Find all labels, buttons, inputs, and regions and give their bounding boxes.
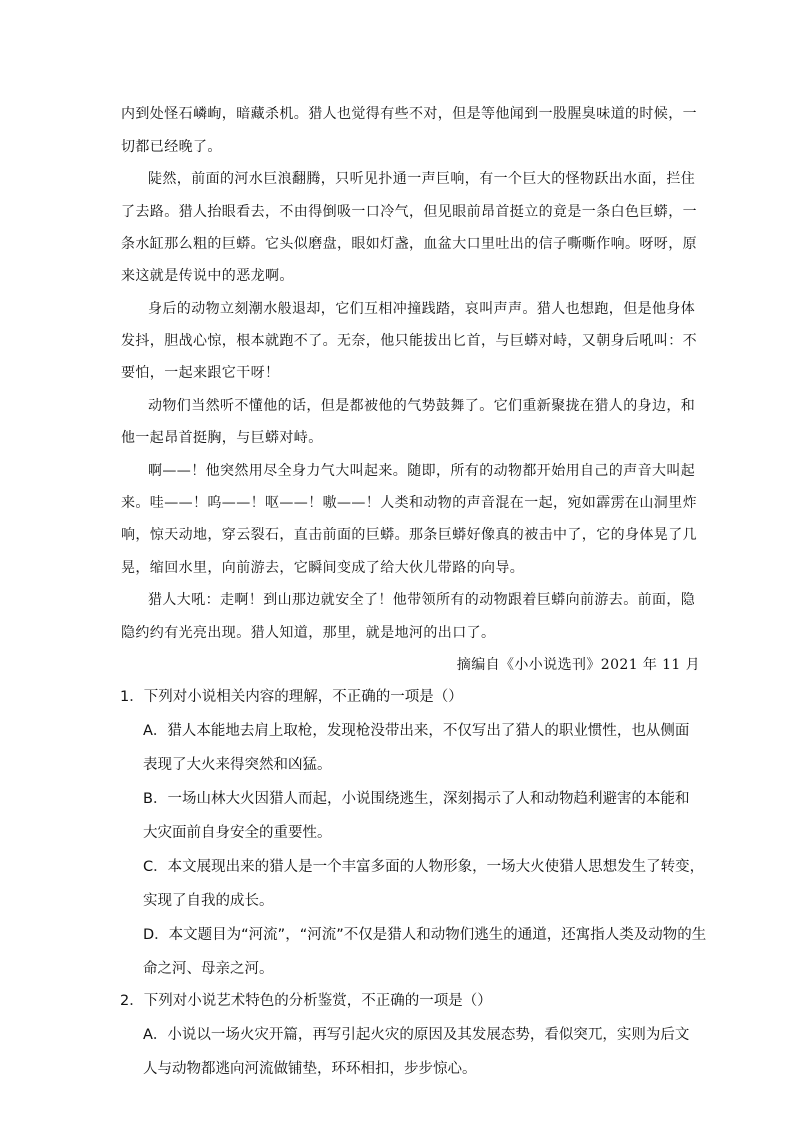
story-line: 来这就是传说中的恶龙啊。	[121, 268, 294, 284]
story-line: 动物们当然听不懂他的话，但是都被他的气势鼓舞了。它们重新聚拢在猎人的身边，和	[148, 398, 696, 414]
story-line: 切都已经晚了。	[121, 139, 222, 155]
story-line: 发抖，胆战心惊，根本就跑不了。无奈，他只能拔出匕首，与巨蟒对峙，又朝身后吼叫：不	[121, 333, 697, 349]
story-line: 条水缸那么粗的巨蟒。它头似磨盘，眼如灯盏，血盆大口里吐出的信子嘶嘶作响。呀呀，原	[121, 236, 697, 252]
story-line: 他一起昂首挺胸，与巨蟒对峙。	[121, 430, 323, 446]
option-c-line: C．本文展现出来的猎人是一个丰富多面的人物形象，一场大火使猎人思想发生了转变，	[143, 859, 705, 875]
option-b-line: 大灾面前自身安全的重要性。	[143, 825, 332, 841]
story-line: 来。哇——！呜——！呕——！嗷——！人类和动物的声音混在一起，宛如霹雳在山洞里炸	[121, 495, 697, 511]
story-line: 身后的动物立刻潮水般退却，它们互相冲撞践踏，哀叫声声。猎人也想跑，但是他身体	[148, 301, 696, 317]
story-line: 响，惊天动地，穿云裂石，直击前面的巨蟒。那条巨蟒好像真的被击中了，它的身体晃了几	[121, 527, 697, 543]
story-line: 隐约约有光亮出现。猎人知道，那里，就是地河的出口了。	[121, 625, 496, 641]
option-d-line: D．本文题目为“河流”，“河流”不仅是猎人和动物们逃生的通道，还寓指人类及动物的生	[143, 927, 707, 943]
question-stem: 1．下列对小说相关内容的理解，不正确的一项是（）	[120, 689, 463, 705]
story-line: 要怕，一起来跟它干呀！	[121, 365, 280, 381]
source-citation: 摘编自《小小说选刊》2021 年 11 月	[456, 657, 700, 673]
option-a-line: A．猎人本能地去肩上取枪，发现枪没带出来，不仅写出了猎人的职业惯性，也从侧面	[143, 723, 690, 739]
story-line: 内到处怪石嶙峋，暗藏杀机。猎人也觉得有些不对，但是等他闻到一股腥臭味道的时候，一	[121, 106, 697, 122]
story-line: 啊——！他突然用尽全身力气大叫起来。随即，所有的动物都开始用自己的声音大叫起	[148, 463, 696, 479]
option-d-line: 命之河、母亲之河。	[143, 961, 274, 977]
option-a-line: A．小说以一场火灾开篇，再写引起火灾的原因及其发展态势，看似突兀，实则为后文	[143, 1027, 690, 1043]
option-a-line: 表现了大火来得突然和凶猛。	[143, 757, 332, 773]
story-line: 晃，缩回水里，向前游去，它瞬间变成了给大伙儿带路的向导。	[121, 560, 525, 576]
story-line: 了去路。猎人抬眼看去，不由得倒吸一口冷气，但见眼前昂首挺立的竟是一条白色巨蟒，一	[121, 204, 697, 220]
option-a-line: 人与动物都逃向河流做铺垫，环环相扣，步步惊心。	[143, 1061, 477, 1077]
option-c-line: 实现了自我的成长。	[143, 893, 274, 909]
story-line: 猎人大吼：走啊！到山那边就安全了！他带领所有的动物跟着巨蟒向前游去。前面，隐	[148, 592, 696, 608]
option-b-line: B．一场山林大火因猎人而起，小说围绕逃生，深刻揭示了人和动物趋利避害的本能和	[143, 791, 690, 807]
story-line: 陡然，前面的河水巨浪翻腾，只听见扑通一声巨响，有一个巨大的怪物跃出水面，拦住	[148, 171, 696, 187]
question-stem: 2．下列对小说艺术特色的分析鉴赏，不正确的一项是（）	[120, 993, 492, 1009]
